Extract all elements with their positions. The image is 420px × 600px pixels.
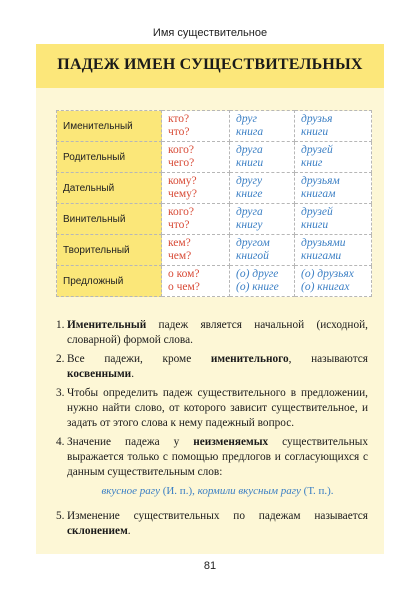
case-name: Родительный (57, 142, 162, 173)
rule-text: Значение падежа у неизменяемых существительных выражается только с помощью предлогов и согласующихся с данным существительным слов: вкусное рагу (И. п.), кормили вкусным рагу (Т. п.). (67, 436, 368, 497)
rule-number: 3. (56, 387, 65, 399)
singular-forms: друг книга (230, 111, 295, 142)
case-question: кому? чему? (162, 173, 230, 204)
rule-text: Чтобы определить падеж существительного в предложении, нужно найти слово, от которого зависит существительное, и задать от этого слова к нему падежный вопрос. (67, 387, 368, 429)
singular-forms: (о) друге (о) книге (230, 266, 295, 297)
rule-text: Именительный падеж является начальной (исходной, словарной) формой слова. (67, 319, 368, 346)
rule-text: Все падежи, кроме именительного, называются косвенными. (67, 353, 368, 380)
plural-forms: друзей книги (295, 204, 372, 235)
rule-number: 4. (56, 436, 65, 448)
rule-item (56, 386, 368, 431)
singular-forms: друга книгу (230, 204, 295, 235)
case-question: о ком? о чем? (162, 266, 230, 297)
rule-item (56, 509, 368, 539)
rule-item (56, 318, 368, 348)
table-row (57, 173, 372, 204)
rule-item (56, 352, 368, 382)
case-name: Именительный (57, 111, 162, 142)
table-row (57, 235, 372, 266)
table-row (57, 266, 372, 297)
case-name: Творительный (57, 235, 162, 266)
plural-forms: друзьями книгами (295, 235, 372, 266)
rule-number: 1. (56, 319, 65, 331)
example-line: вкусное рагу (И. п.), кормили вкусным рагу (Т. п.). (101, 485, 334, 497)
rule-number: 2. (56, 353, 65, 365)
case-table (56, 110, 372, 297)
case-name: Винительный (57, 204, 162, 235)
table-row (57, 204, 372, 235)
table-row (57, 111, 372, 142)
singular-forms: другом книгой (230, 235, 295, 266)
case-question: кем? чем? (162, 235, 230, 266)
table-row (57, 142, 372, 173)
page-number: 81 (203, 560, 217, 572)
page-title: ПАДЕЖ ИМЕН СУЩЕСТВИТЕЛЬНЫХ (57, 56, 363, 73)
running-title: Имя существительное (152, 27, 268, 39)
case-question: кого? чего? (162, 142, 230, 173)
singular-forms: другу книге (230, 173, 295, 204)
rules-list (56, 318, 368, 543)
case-name: Предложный (57, 266, 162, 297)
case-question: кого? что? (162, 204, 230, 235)
case-name: Дательный (57, 173, 162, 204)
plural-forms: друзьям книгам (295, 173, 372, 204)
rule-number: 5. (56, 510, 65, 522)
plural-forms: (о) друзьях (о) книгах (295, 266, 372, 297)
rule-text: Изменение существительных по падежам называется склонением. (67, 510, 368, 537)
plural-forms: друзей книг (295, 142, 372, 173)
case-question: кто? что? (162, 111, 230, 142)
singular-forms: друга книги (230, 142, 295, 173)
plural-forms: друзья книги (295, 111, 372, 142)
rule-item (56, 435, 368, 505)
